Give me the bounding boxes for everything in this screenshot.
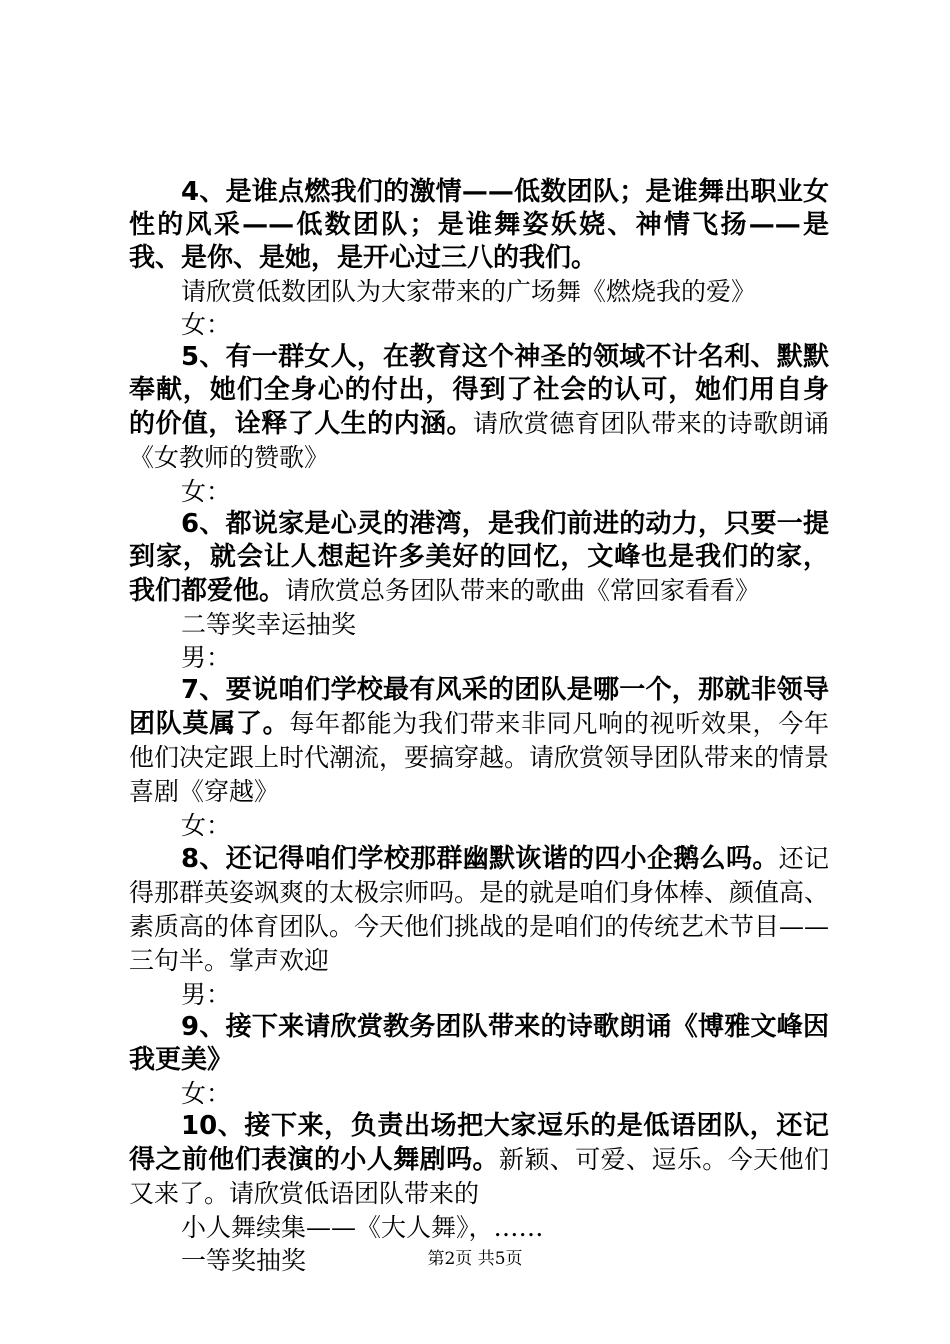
paragraph-10 — [129, 1110, 829, 1211]
paragraph-9 — [129, 1011, 829, 1077]
paragraph-10-plain: 新颖、可爱、逗乐。今天他们又来了。请欣赏低语团队带来的 — [129, 1145, 829, 1208]
paragraph-8-bold: 8、还记得咱们学校那群幽默诙谐的四小企鹅么吗。 — [181, 844, 779, 874]
paragraph-7 — [129, 674, 829, 809]
speaker-female-3: 女： — [181, 811, 232, 840]
speaker-female-1: 女： — [181, 310, 232, 339]
lottery-second-prize: 二等奖幸运抽奖 — [181, 610, 357, 639]
page-footer: 第2页 共5页 — [427, 1249, 523, 1269]
program-line-sequel: 小人舞续集——《大人舞》，…… — [181, 1213, 544, 1242]
program-line-1: 请欣赏低数团队为大家带来的广场舞《燃烧我的爱》 — [181, 277, 757, 306]
speaker-male-1: 男： — [181, 643, 232, 672]
paragraph-9-text: 9、接下来请欣赏教务团队带来的诗歌朗诵《博雅文峰因我更美》 — [129, 1012, 829, 1075]
paragraph-4-text: 4、是谁点燃我们的激情——低数团队；是谁舞出职业女性的风采——低数团队；是谁舞姿妖娆、神情飞扬——是我、是你、是她，是开心过三八的我们。 — [129, 177, 829, 273]
paragraph-6-bold: 6、都说家是心灵的港湾，是我们前进的动力，只要一提到家，就会让人想起许多美好的回忆，文峰也是我们的家，我们都爱他。 — [129, 509, 829, 606]
document-body — [129, 176, 829, 1277]
paragraph-5-bold: 5、有一群女人，在教育这个神圣的领域不计名利、默默奉献，她们全身心的付出，得到了社会的认可，她们用自身的价值，诠释了人生的内涵。 — [129, 342, 829, 439]
paragraph-5 — [129, 341, 829, 475]
paragraph-6-plain: 请欣赏总务团队带来的歌曲《常回家看看》 — [285, 576, 761, 605]
paragraph-8 — [129, 842, 829, 978]
paragraph-6 — [129, 508, 829, 608]
paragraph-8-plain: 还记得那群英姿飒爽的太极宗师吗。是的就是咱们身体棒、颜值高、素质高的体育团队。今天他们挑战的是咱们的传统艺术节目——三句半。掌声欢迎 — [129, 844, 830, 975]
speaker-female-2: 女： — [181, 477, 232, 506]
speaker-male-2: 男： — [181, 980, 232, 1009]
paragraph-5-plain: 请欣赏德育团队带来的诗歌朗诵《女教师的赞歌》 — [129, 409, 829, 472]
paragraph-7-plain: 每年都能为我们带来非同凡响的视听效果，今年他们决定跟上时代潮流，要搞穿越。请欣赏领导团队带来的情景喜剧《穿越》 — [129, 709, 830, 806]
paragraph-10-bold: 10、接下来，负责出场把大家逗乐的是低语团队，还记得之前他们表演的小人舞剧吗。 — [129, 1111, 829, 1175]
paragraph-7-bold: 7、要说咱们学校最有风采的团队是哪一个，那就非领导团队莫属了。 — [129, 675, 829, 739]
speaker-female-4: 女： — [181, 1079, 232, 1108]
lottery-first-prize: 一等奖抽奖 — [181, 1246, 307, 1275]
paragraph-4 — [129, 176, 829, 275]
